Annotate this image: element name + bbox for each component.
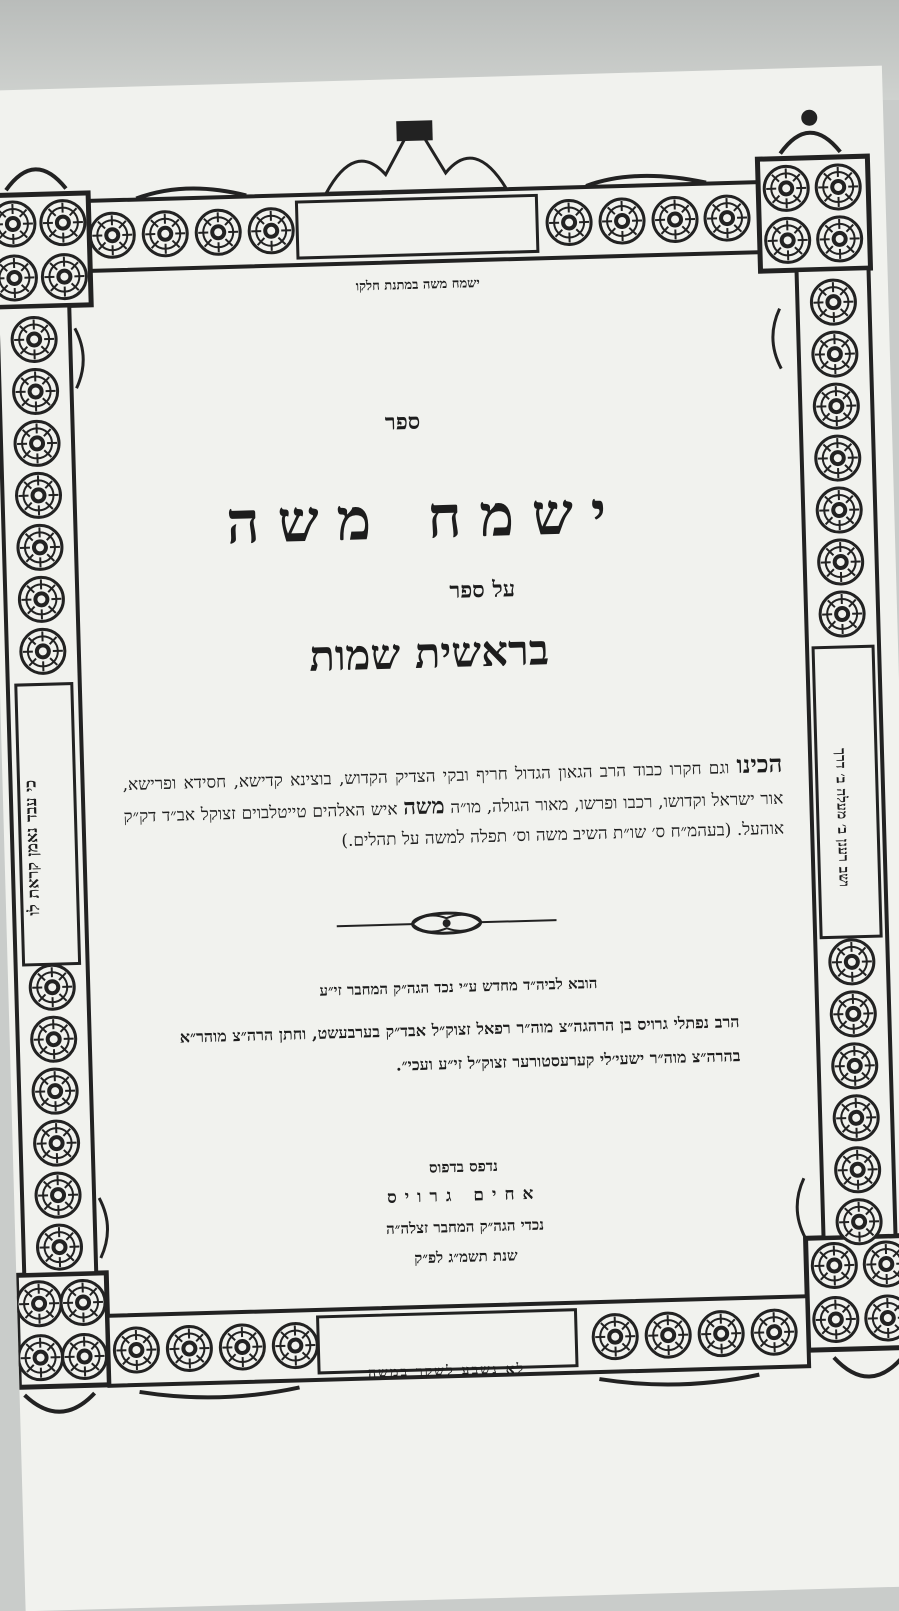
lead-word: הכינו [736,748,783,780]
main-title: ישמח משה [225,478,626,558]
al-sefer-label: על ספר [449,576,516,604]
sefer-label: ספר [384,408,421,436]
description-text-1: וגם חקרו כבוד הרב הגאון הגדול חריף ובקי הצדיק הקדוש, בוצינא קדישא, חסידא ופרישא, אור ישראל וקדושו, רכבו ופרשו, מאור הגולה, מו״ה [122,758,784,819]
subtitle: בראשית שמות [308,625,550,681]
author-description [122,749,784,862]
printing-line-2: אחים גרויס [386,1183,542,1208]
top-plate-text: ישמח משה במתנת חלקו [355,275,481,295]
divider-ornament [336,905,557,941]
right-side-plate-text: ושב רענן ב׳ מעלה ב׳ דרך [831,747,852,887]
printing-line-1: נדפס בדפוס [428,1156,499,1177]
publisher-body: הרב נפתלי גרויס בן הרהגה״צ מוה״ר רפאל זצוק״ל אבד״ק בערבעשט, וחתן הרה״צ מוהר״א בהרה״צ מוה״ר ישעי׳לי קערעסטורער זצוק״ל זי״ע ועכי״. [179,1012,741,1075]
description-text-2: איש האלהים טייטלבוים זצוקל אב״ד דק״ק אוהעל. (בעהמ״ח ס׳ שו״ת השיב משה וס׳ תפלה למשה על תהלים.) [123,799,785,852]
printing-line-3: נכדי הגה״ק המחבר זצלה״ה [385,1215,545,1238]
author-name: משה [402,793,445,821]
title-page [0,66,899,1611]
left-side-plate-text: כי עבד נאמן קראת לו [20,779,44,916]
bottom-plate-text: לא נשבע לשקר במשה [367,1361,526,1382]
printing-line-4: שנת תשמ״ג לפ״ק [414,1246,518,1268]
publisher-intro: הובא לביה״ד מחדש ע״י נכד הגה״ק המחבר זי״ע [319,973,598,1000]
